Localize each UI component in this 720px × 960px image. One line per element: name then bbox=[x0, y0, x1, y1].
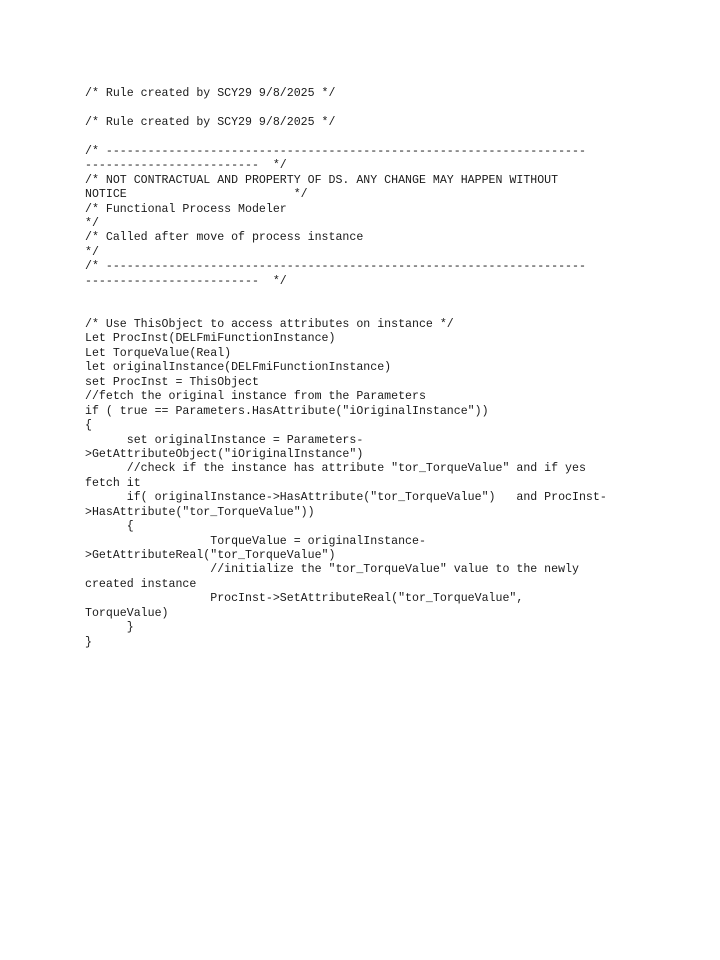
code-line: created instance bbox=[85, 577, 197, 591]
code-line: { bbox=[85, 520, 134, 534]
code-line: //initialize the "tor_TorqueValue" value to the newly bbox=[85, 563, 579, 577]
code-line: >HasAttribute("tor_TorqueValue")) bbox=[85, 505, 315, 519]
code-line: /* --------------------------------------------------------------------- bbox=[85, 260, 586, 274]
code-line: if( originalInstance->HasAttribute("tor_TorqueValue") and ProcInst- bbox=[85, 491, 607, 505]
code-line: } bbox=[85, 621, 134, 635]
code-line: /* Called after move of process instance bbox=[85, 231, 364, 245]
code-line: /* Rule created by SCY29 9/8/2025 */ bbox=[85, 87, 336, 100]
code-line: let originalInstance(DELFmiFunctionInstance) bbox=[85, 361, 392, 375]
code-line: Let TorqueValue(Real) bbox=[85, 346, 232, 360]
code-line: Let ProcInst(DELFmiFunctionInstance) bbox=[85, 332, 336, 346]
code-line: TorqueValue) bbox=[85, 606, 169, 620]
code-block bbox=[85, 87, 645, 650]
blank-line bbox=[85, 289, 645, 303]
code-line: /* NOT CONTRACTUAL AND PROPERTY OF DS. ANY CHANGE MAY HAPPEN WITHOUT bbox=[85, 173, 559, 187]
code-line: /* Use ThisObject to access attributes on instance */ bbox=[85, 318, 454, 331]
code-line: ------------------------- */ bbox=[85, 159, 287, 173]
code-line: if ( true == Parameters.HasAttribute("iOriginalInstance")) bbox=[85, 404, 489, 418]
code-line: /* --------------------------------------------------------------------- bbox=[85, 144, 586, 158]
code-line: /* Rule created by SCY29 9/8/2025 */ bbox=[85, 115, 336, 129]
code-line: NOTICE */ bbox=[85, 188, 308, 202]
code-line: { bbox=[85, 419, 92, 433]
code-line: set originalInstance = Parameters- bbox=[85, 433, 364, 447]
code-line: /* Functional Process Modeler bbox=[85, 202, 287, 216]
code-line: //check if the instance has attribute "tor_TorqueValue" and if yes bbox=[85, 462, 586, 476]
code-line: } bbox=[85, 635, 92, 649]
code-line: //fetch the original instance from the Parameters bbox=[85, 390, 426, 404]
code-line: >GetAttributeReal("tor_TorqueValue") bbox=[85, 549, 336, 562]
code-line: ------------------------- */ bbox=[85, 274, 287, 288]
blank-line bbox=[85, 130, 645, 144]
code-line: >GetAttributeObject("iOriginalInstance") bbox=[85, 447, 364, 461]
code-line: */ bbox=[85, 216, 99, 230]
code-line: ProcInst->SetAttributeReal("tor_TorqueValue", bbox=[85, 592, 524, 606]
code-line: */ bbox=[85, 245, 99, 259]
code-line: TorqueValue = originalInstance- bbox=[85, 534, 426, 548]
code-line: set ProcInst = ThisObject bbox=[85, 375, 259, 389]
blank-line bbox=[85, 304, 645, 318]
blank-line bbox=[85, 101, 645, 115]
code-line: fetch it bbox=[85, 476, 141, 490]
